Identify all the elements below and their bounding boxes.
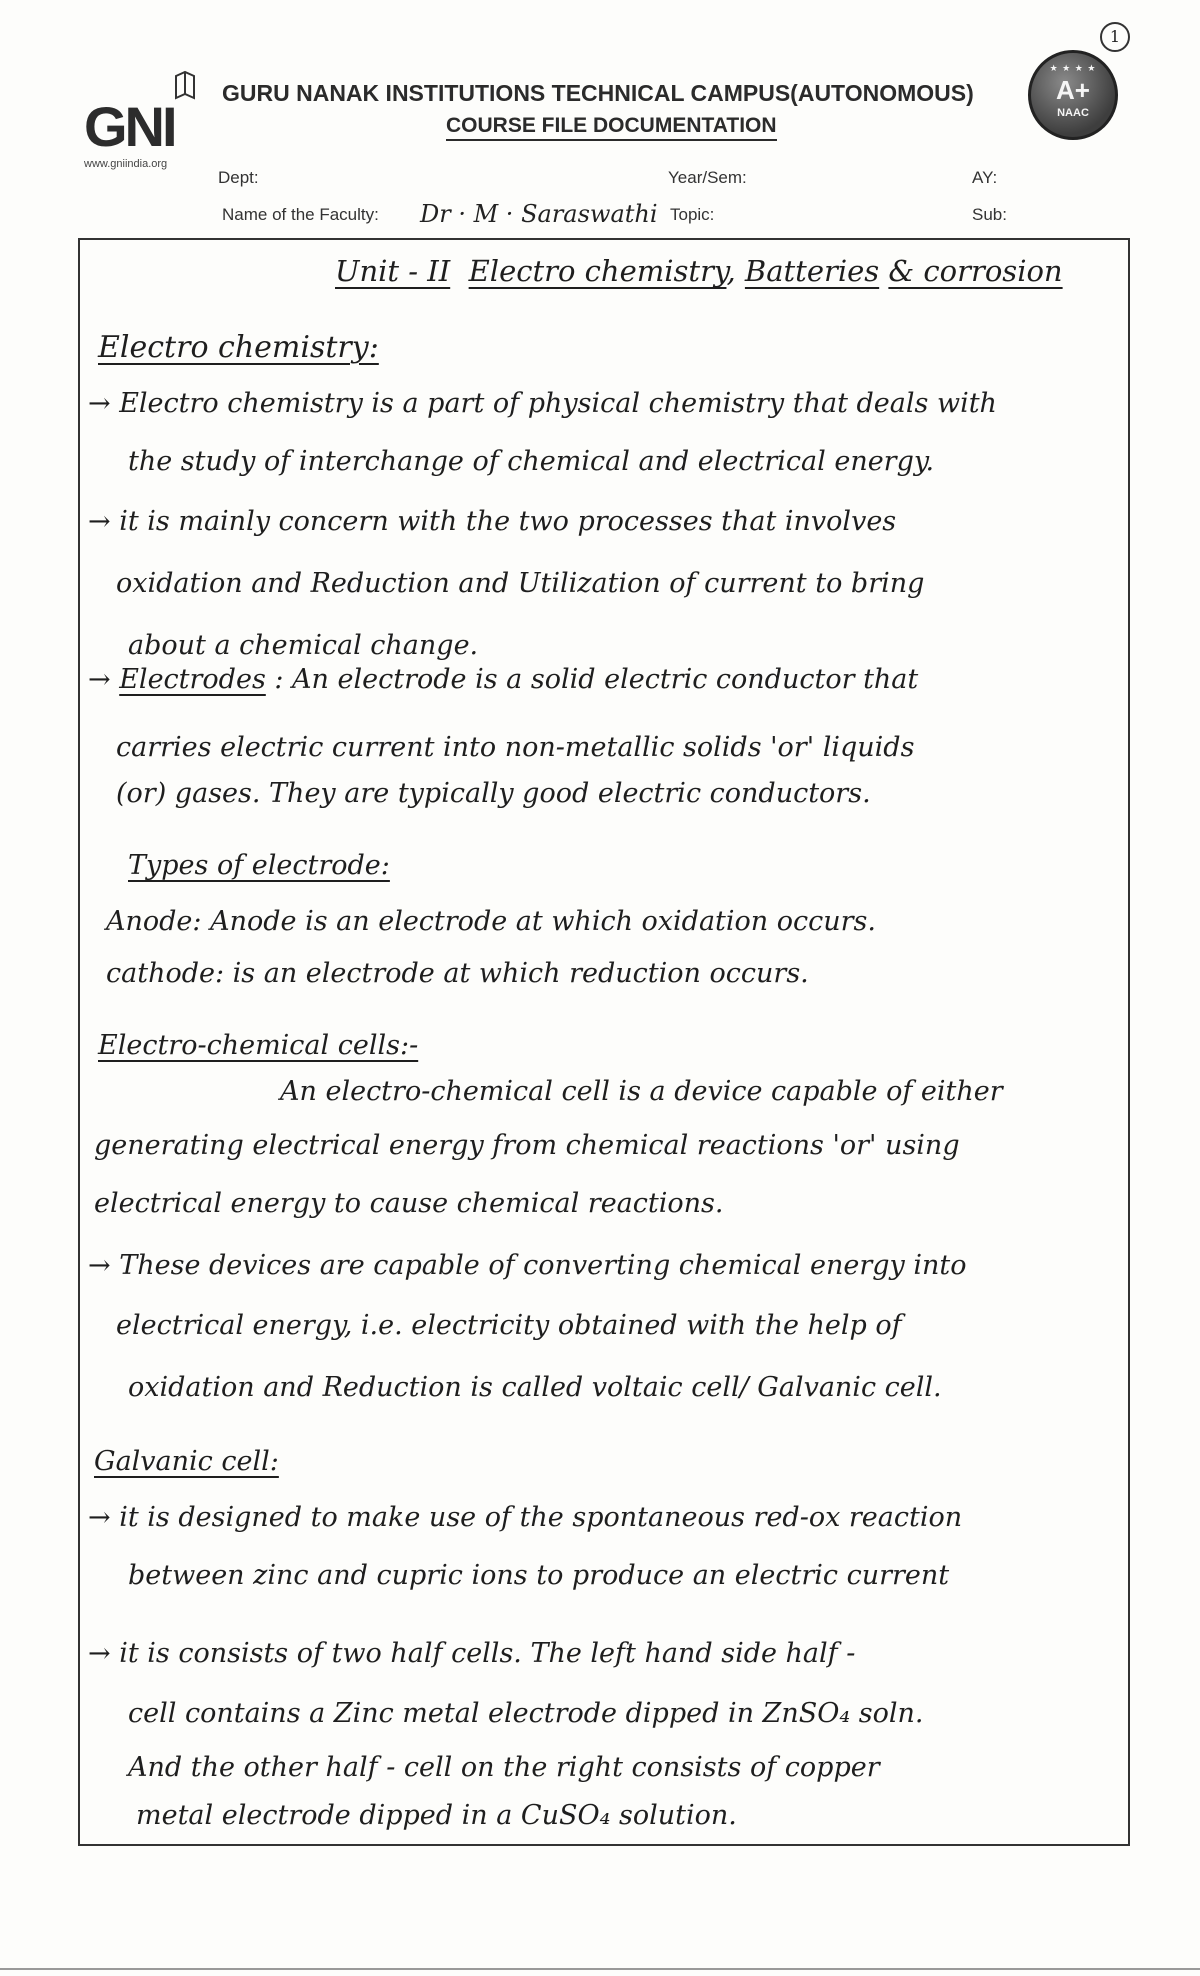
line: (or) gases. They are typically good electric conductors. <box>116 778 871 809</box>
institution-name: GURU NANAK INSTITUTIONS TECHNICAL CAMPUS(AUTONOMOUS) <box>222 80 974 106</box>
line: → it is mainly concern with the two processes that involves <box>88 506 897 537</box>
stars-icon: ★ ★ ★ ★ <box>1049 63 1097 73</box>
gni-logo <box>78 70 198 180</box>
page-edge <box>0 1968 1200 1970</box>
line: about a chemical change. <box>128 630 479 661</box>
heading-types-of-electrode: Types of electrode: <box>128 850 390 881</box>
unit-number: Unit - II <box>335 254 451 288</box>
faculty-name: Dr · M · Saraswathi <box>420 200 658 228</box>
line: electrical energy, i.e. electricity obtained with the help of <box>116 1310 902 1341</box>
logo-text: GNI <box>84 95 175 158</box>
line: And the other half - cell on the right consists of copper <box>128 1752 880 1783</box>
line: → it is designed to make use of the spontaneous red-ox reaction <box>88 1502 963 1533</box>
document-title: COURSE FILE DOCUMENTATION <box>446 114 777 141</box>
heading-electro-chemistry: Electro chemistry: <box>98 330 379 365</box>
naac-seal <box>1028 50 1118 140</box>
line: An electro-chemical cell is a device capable of either <box>280 1076 1003 1107</box>
electrodes-definition: : An electrode is a solid electric conductor that <box>265 664 919 695</box>
unit-title-separator: , <box>726 254 745 288</box>
year-sem-label: Year/Sem: <box>668 168 747 187</box>
cathode-definition: cathode: is an electrode at which reduction occurs. <box>106 958 809 989</box>
naac-name: NAAC <box>1057 107 1089 119</box>
naac-grade: A+ <box>1056 75 1090 105</box>
unit-batteries: Batteries <box>744 254 880 288</box>
line: the study of interchange of chemical and electrical energy. <box>128 446 935 477</box>
dept-label: Dept: <box>218 168 259 187</box>
line: cell contains a Zinc metal electrode dipped in ZnSO₄ soln. <box>128 1698 924 1729</box>
line: carries electric current into non-metallic solids 'or' liquids <box>116 732 915 763</box>
arrow: → <box>88 664 120 695</box>
term-electrodes: Electrodes <box>119 664 266 695</box>
logo-url: www.gniindia.org <box>84 158 168 170</box>
heading-galvanic-cell: Galvanic cell: <box>94 1446 279 1477</box>
book-icon <box>174 70 196 100</box>
line: oxidation and Reduction and Utilization of current to bring <box>116 568 925 599</box>
page-number: 1 <box>1100 22 1130 52</box>
line: oxidation and Reduction is called voltaic cell/ Galvanic cell. <box>128 1372 942 1403</box>
line: → it is consists of two half cells. The left hand side half - <box>88 1638 856 1669</box>
electrodes-line <box>88 664 1140 695</box>
line: between zinc and cupric ions to produce an electric current <box>128 1560 950 1591</box>
line: → Electro chemistry is a part of physical chemistry that deals with <box>88 388 997 419</box>
topic-label: Topic: <box>670 205 715 224</box>
unit-corrosion: & corrosion <box>888 254 1063 288</box>
unit-subject: Electro chemistry <box>468 254 727 288</box>
line: → These devices are capable of converting chemical energy into <box>88 1250 967 1281</box>
ay-label: AY: <box>972 168 998 187</box>
anode-definition: Anode: Anode is an electrode at which oxidation occurs. <box>106 906 876 937</box>
sub-label: Sub: <box>972 205 1007 224</box>
line: electrical energy to cause chemical reactions. <box>94 1188 724 1219</box>
line: metal electrode dipped in a CuSO₄ solution. <box>136 1800 737 1831</box>
heading-electro-chemical-cells: Electro-chemical cells:- <box>98 1030 419 1061</box>
line: generating electrical energy from chemical reactions 'or' using <box>94 1130 960 1161</box>
notes-page <box>78 238 1130 1846</box>
faculty-label: Name of the Faculty: <box>222 205 379 224</box>
unit-title <box>335 254 1200 288</box>
